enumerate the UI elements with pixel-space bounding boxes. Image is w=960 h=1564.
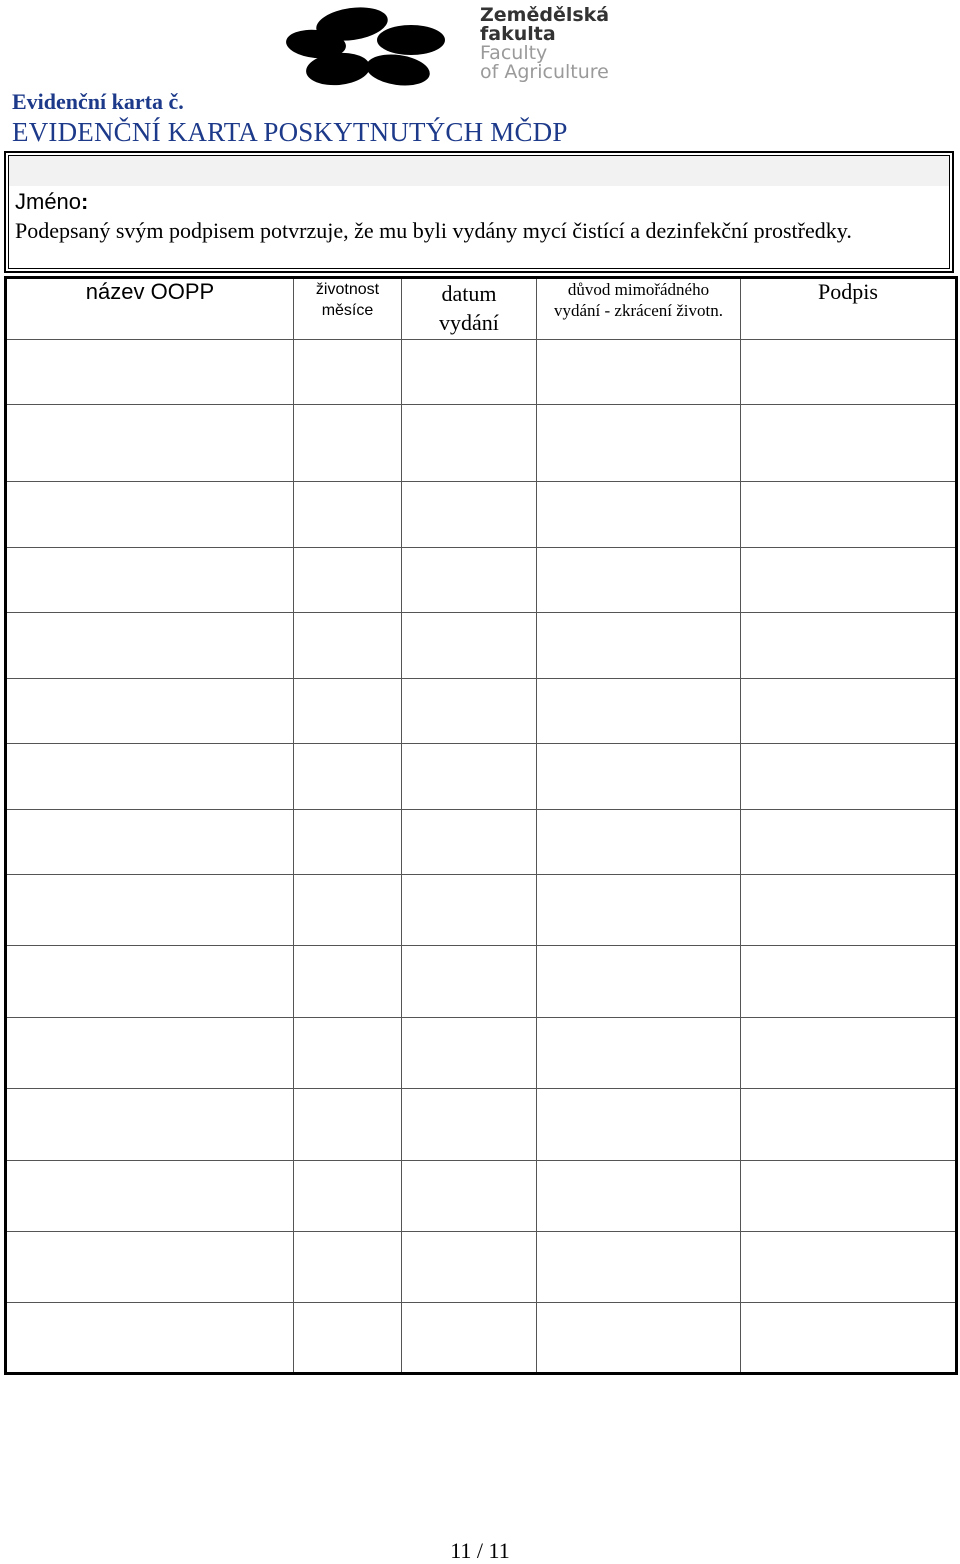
faculty-logo bbox=[280, 2, 690, 88]
cell-signature[interactable] bbox=[741, 340, 957, 405]
column-header-lifetime-line1: životnost bbox=[315, 281, 380, 298]
cell-lifetime[interactable] bbox=[294, 482, 402, 548]
statement-text: Podepsaný svým podpisem potvrzuje, že mu byli vydány mycí čistící a dezinfekční prostředky. bbox=[15, 218, 852, 243]
cell-signature[interactable] bbox=[741, 1161, 957, 1232]
cell-lifetime[interactable] bbox=[294, 405, 402, 482]
cell-date[interactable] bbox=[402, 1161, 537, 1232]
cell-signature[interactable] bbox=[741, 1089, 957, 1161]
cell-lifetime[interactable] bbox=[294, 340, 402, 405]
cell-reason[interactable] bbox=[537, 405, 741, 482]
cell-signature[interactable] bbox=[741, 946, 957, 1018]
cell-signature[interactable] bbox=[741, 1018, 957, 1089]
info-frame-inner bbox=[8, 155, 950, 269]
cell-name[interactable] bbox=[6, 810, 294, 875]
cell-date[interactable] bbox=[402, 482, 537, 548]
cell-lifetime[interactable] bbox=[294, 875, 402, 946]
table-row bbox=[6, 875, 957, 946]
cell-reason[interactable] bbox=[537, 340, 741, 405]
cell-name[interactable] bbox=[6, 405, 294, 482]
table-row bbox=[6, 1089, 957, 1161]
cell-lifetime[interactable] bbox=[294, 1089, 402, 1161]
cell-date[interactable] bbox=[402, 548, 537, 613]
cell-date[interactable] bbox=[402, 744, 537, 810]
cell-name[interactable] bbox=[6, 875, 294, 946]
cell-reason[interactable] bbox=[537, 679, 741, 744]
name-field[interactable] bbox=[15, 189, 88, 215]
logo-wordmark bbox=[480, 6, 609, 82]
table-row bbox=[6, 810, 957, 875]
page-title: EVIDENČNÍ KARTA POSKYTNUTÝCH MČDP bbox=[12, 117, 568, 147]
info-frame bbox=[4, 151, 954, 273]
cell-lifetime[interactable] bbox=[294, 1232, 402, 1303]
table-row bbox=[6, 613, 957, 679]
cell-name[interactable] bbox=[6, 548, 294, 613]
column-header-reason-line1: důvod mimořádného bbox=[567, 280, 710, 299]
cell-name[interactable] bbox=[6, 744, 294, 810]
cell-date[interactable] bbox=[402, 1018, 537, 1089]
cell-reason[interactable] bbox=[537, 946, 741, 1018]
cell-reason[interactable] bbox=[537, 1303, 741, 1374]
flower-icon bbox=[280, 2, 480, 88]
name-label: Jméno bbox=[15, 189, 82, 214]
table-body bbox=[6, 340, 957, 1374]
cell-reason[interactable] bbox=[537, 613, 741, 679]
table-row bbox=[6, 405, 957, 482]
column-header-date-line1: datum bbox=[441, 281, 497, 306]
table-row bbox=[6, 340, 957, 405]
cell-date[interactable] bbox=[402, 405, 537, 482]
cell-date[interactable] bbox=[402, 1232, 537, 1303]
cell-name[interactable] bbox=[6, 1232, 294, 1303]
cell-signature[interactable] bbox=[741, 405, 957, 482]
column-header-reason-line2: vydání - zkrácení životn. bbox=[554, 301, 723, 320]
cell-reason[interactable] bbox=[537, 482, 741, 548]
cell-name[interactable] bbox=[6, 1089, 294, 1161]
cell-lifetime[interactable] bbox=[294, 744, 402, 810]
table-row bbox=[6, 679, 957, 744]
cell-name[interactable] bbox=[6, 613, 294, 679]
cell-signature[interactable] bbox=[741, 875, 957, 946]
cell-reason[interactable] bbox=[537, 875, 741, 946]
table-header-row bbox=[6, 278, 957, 340]
logo-line-4: of Agriculture bbox=[480, 61, 609, 83]
cell-name[interactable] bbox=[6, 679, 294, 744]
shaded-band bbox=[9, 156, 949, 186]
cell-date[interactable] bbox=[402, 679, 537, 744]
cell-signature[interactable] bbox=[741, 679, 957, 744]
column-header-reason bbox=[537, 278, 741, 340]
cell-name[interactable] bbox=[6, 1303, 294, 1374]
cell-signature[interactable] bbox=[741, 1232, 957, 1303]
cell-signature[interactable] bbox=[741, 613, 957, 679]
name-colon: : bbox=[81, 189, 89, 214]
cell-reason[interactable] bbox=[537, 810, 741, 875]
card-number-label: Evidenční karta č. bbox=[12, 89, 184, 114]
cell-reason[interactable] bbox=[537, 548, 741, 613]
cell-signature[interactable] bbox=[741, 744, 957, 810]
cell-signature[interactable] bbox=[741, 482, 957, 548]
cell-date[interactable] bbox=[402, 1303, 537, 1374]
issue-table bbox=[4, 276, 958, 1375]
column-header-lifetime bbox=[294, 278, 402, 340]
column-header-name: název OOPP bbox=[6, 278, 294, 340]
cell-name[interactable] bbox=[6, 1018, 294, 1089]
logo-line-3: Faculty bbox=[480, 42, 548, 64]
cell-reason[interactable] bbox=[537, 1161, 741, 1232]
column-header-date bbox=[402, 278, 537, 340]
logo-line-1: Zemědělská bbox=[480, 4, 610, 26]
table-row bbox=[6, 1161, 957, 1232]
column-header-date-line2: vydání bbox=[439, 310, 499, 335]
page-number: 11 / 11 bbox=[450, 1538, 510, 1563]
cell-name[interactable] bbox=[6, 946, 294, 1018]
cell-date[interactable] bbox=[402, 946, 537, 1018]
cell-date[interactable] bbox=[402, 340, 537, 405]
cell-reason[interactable] bbox=[537, 1232, 741, 1303]
cell-signature[interactable] bbox=[741, 1303, 957, 1374]
cell-date[interactable] bbox=[402, 810, 537, 875]
cell-date[interactable] bbox=[402, 613, 537, 679]
cell-lifetime[interactable] bbox=[294, 679, 402, 744]
cell-reason[interactable] bbox=[537, 744, 741, 810]
cell-lifetime[interactable] bbox=[294, 1018, 402, 1089]
table-row bbox=[6, 1303, 957, 1374]
cell-reason[interactable] bbox=[537, 1018, 741, 1089]
cell-reason[interactable] bbox=[537, 1089, 741, 1161]
cell-lifetime[interactable] bbox=[294, 810, 402, 875]
cell-lifetime[interactable] bbox=[294, 1161, 402, 1232]
cell-lifetime[interactable] bbox=[294, 613, 402, 679]
cell-name[interactable] bbox=[6, 482, 294, 548]
cell-lifetime[interactable] bbox=[294, 548, 402, 613]
table-row bbox=[6, 1232, 957, 1303]
cell-signature[interactable] bbox=[741, 548, 957, 613]
cell-lifetime[interactable] bbox=[294, 946, 402, 1018]
table-row bbox=[6, 744, 957, 810]
cell-name[interactable] bbox=[6, 340, 294, 405]
column-header-lifetime-line2: měsíce bbox=[321, 302, 374, 319]
cell-lifetime[interactable] bbox=[294, 1303, 402, 1374]
cell-name[interactable] bbox=[6, 1161, 294, 1232]
cell-date[interactable] bbox=[402, 875, 537, 946]
table-row bbox=[6, 482, 957, 548]
table-row bbox=[6, 946, 957, 1018]
table-row bbox=[6, 1018, 957, 1089]
logo-line-2: fakulta bbox=[480, 23, 556, 45]
table-row bbox=[6, 548, 957, 613]
cell-date[interactable] bbox=[402, 1089, 537, 1161]
column-header-signature: Podpis bbox=[741, 278, 957, 340]
cell-signature[interactable] bbox=[741, 810, 957, 875]
